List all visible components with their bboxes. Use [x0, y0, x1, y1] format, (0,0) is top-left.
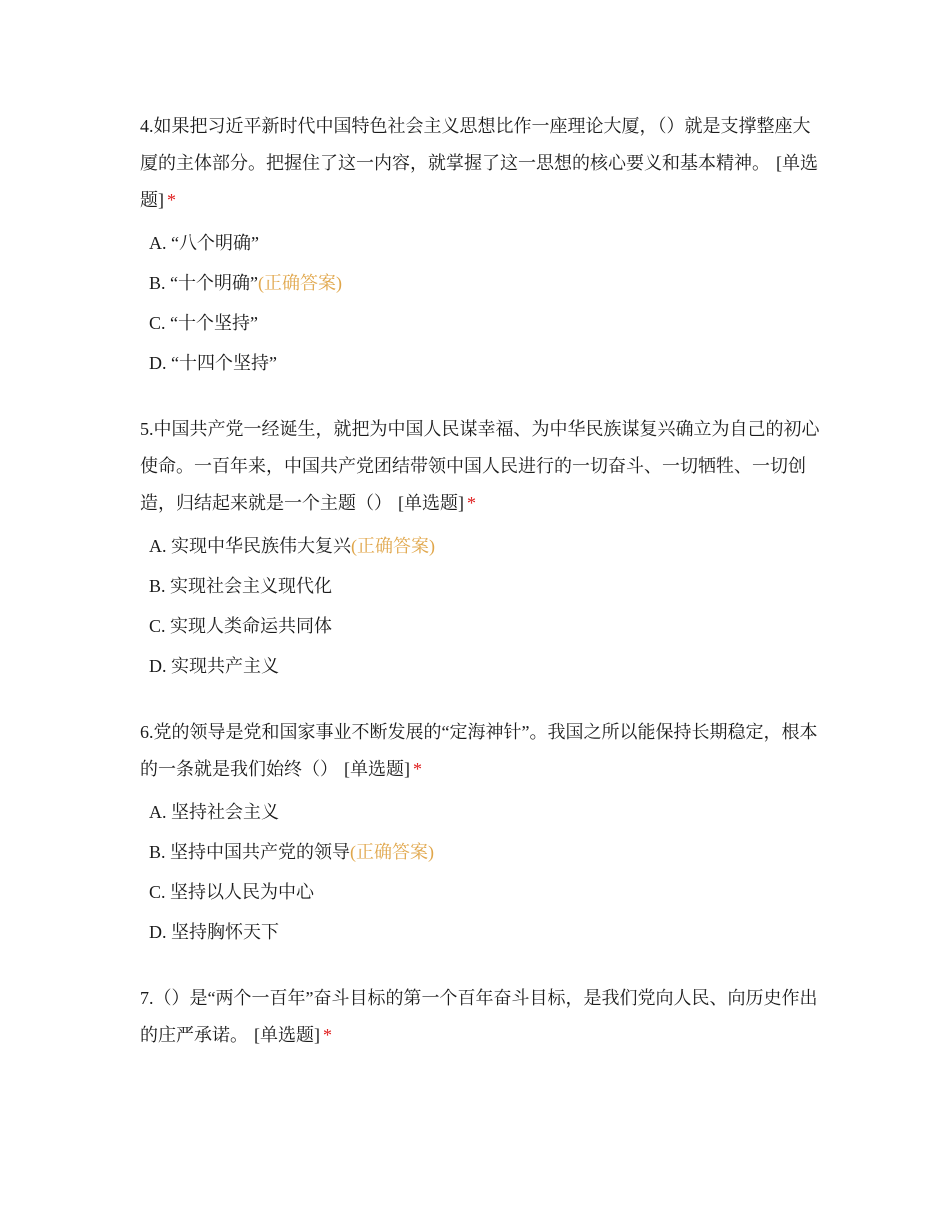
option-b[interactable]	[140, 832, 820, 872]
correct-answer-tag: (正确答案)	[351, 536, 435, 556]
option-a[interactable]	[140, 223, 820, 263]
question-stem: 5.中国共产党一经诞生，就把为中国人民谋幸福、为中华民族谋复兴确立为自己的初心使命。一百年来，中国共产党团结带领中国人民进行的一切奋斗、一切牺牲、一切创造，归结起来就是一个主题（）	[140, 419, 820, 513]
option-label: D. 实现共产主义	[149, 656, 279, 676]
question-type-label: [单选题]	[140, 153, 818, 210]
option-d[interactable]	[140, 343, 820, 383]
question-type-label: [单选题]	[254, 1025, 320, 1045]
question-text	[140, 980, 820, 1054]
option-c[interactable]	[140, 303, 820, 343]
question-text	[140, 108, 820, 219]
option-label: C. 实现人类命运共同体	[149, 616, 333, 636]
option-label: A. 实现中华民族伟大复兴	[149, 536, 351, 556]
option-d[interactable]	[140, 912, 820, 952]
option-label: B. “十个明确”	[149, 273, 258, 293]
question-text	[140, 714, 820, 788]
option-a[interactable]	[140, 792, 820, 832]
option-label: D. “十四个坚持”	[149, 353, 277, 373]
question-type-label: [单选题]	[344, 759, 410, 779]
required-mark: *	[467, 493, 476, 513]
option-b[interactable]	[140, 566, 820, 606]
option-list	[140, 526, 820, 686]
quiz-page	[140, 108, 820, 1082]
question-text	[140, 411, 820, 522]
option-d[interactable]	[140, 646, 820, 686]
option-label: A. “八个明确”	[149, 233, 259, 253]
option-label: C. “十个坚持”	[149, 313, 258, 333]
option-label: C. 坚持以人民为中心	[149, 882, 315, 902]
question-stem: 4.如果把习近平新时代中国特色社会主义思想比作一座理论大厦，（）就是支撑整座大厦的主体部分。把握住了这一内容，就掌握了这一思想的核心要义和基本精神。	[140, 116, 811, 173]
question-5	[140, 411, 820, 686]
option-label: D. 坚持胸怀天下	[149, 922, 279, 942]
option-list	[140, 223, 820, 383]
option-c[interactable]	[140, 872, 820, 912]
option-b[interactable]	[140, 263, 820, 303]
option-list	[140, 792, 820, 952]
question-stem: 7.（）是“两个一百年”奋斗目标的第一个百年奋斗目标，是我们党向人民、向历史作出的庄严承诺。	[140, 988, 818, 1045]
question-4	[140, 108, 820, 383]
option-c[interactable]	[140, 606, 820, 646]
option-label: B. 坚持中国共产党的领导	[149, 842, 351, 862]
option-label: A. 坚持社会主义	[149, 802, 279, 822]
option-label: B. 实现社会主义现代化	[149, 576, 333, 596]
required-mark: *	[167, 190, 176, 210]
question-6	[140, 714, 820, 952]
option-a[interactable]	[140, 526, 820, 566]
question-type-label: [单选题]	[398, 493, 464, 513]
required-mark: *	[323, 1025, 332, 1045]
question-7	[140, 980, 820, 1054]
question-stem: 6.党的领导是党和国家事业不断发展的“定海神针”。我国之所以能保持长期稳定，根本的一条就是我们始终（）	[140, 722, 818, 779]
correct-answer-tag: (正确答案)	[257, 273, 342, 293]
correct-answer-tag: (正确答案)	[350, 842, 435, 862]
required-mark: *	[413, 759, 422, 779]
